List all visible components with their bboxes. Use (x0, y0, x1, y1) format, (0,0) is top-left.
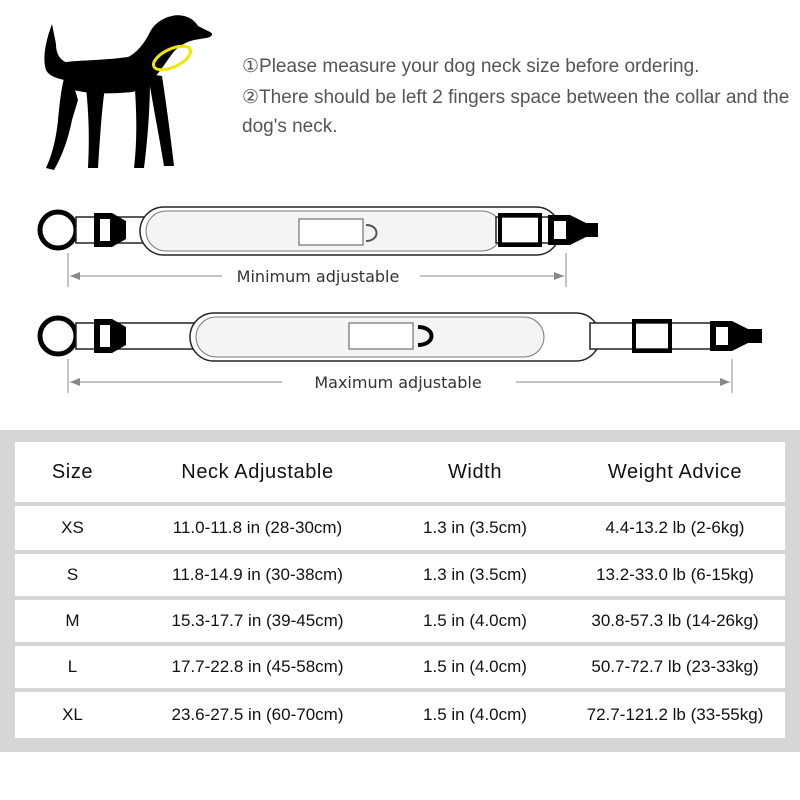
instruction-2: ②There should be left 2 fingers space between the collar and the dog's neck. (242, 87, 790, 137)
minimum-adjustable-label: Minimum adjustable (236, 267, 400, 286)
collar-maximum-illustration (40, 313, 762, 361)
weight-cell: 4.4-13.2 lb (2-6kg) (605, 518, 745, 537)
size-cell: L (67, 657, 78, 676)
minimum-dimension-line (68, 253, 566, 287)
neck-cell: 11.8-14.9 in (30-38cm) (172, 565, 343, 584)
dog-silhouette-icon (22, 10, 222, 175)
width-cell: 1.5 in (4.0cm) (423, 657, 527, 676)
weight-cell: 30.8-57.3 lb (14-26kg) (591, 611, 759, 630)
measurement-instructions (242, 52, 792, 141)
size-table (0, 430, 800, 752)
width-cell: 1.3 in (3.5cm) (423, 565, 527, 584)
neck-cell: 17.7-22.8 in (45-58cm) (171, 657, 344, 676)
neck-cell: 23.6-27.5 in (60-70cm) (171, 705, 344, 724)
instruction-1: ①Please measure your dog neck size before ordering. (242, 56, 700, 77)
table-header-row (15, 442, 785, 502)
neck-cell: 11.0-11.8 in (28-30cm) (172, 518, 343, 537)
table-row (15, 692, 785, 738)
maximum-adjustable-label: Maximum adjustable (314, 373, 482, 392)
table-row (15, 506, 785, 550)
collar-adjustment-diagram (0, 195, 800, 405)
width-cell: 1.5 in (4.0cm) (423, 611, 527, 630)
size-cell: S (66, 565, 79, 584)
table-row (15, 600, 785, 642)
header-width: Width (447, 460, 503, 483)
weight-cell: 13.2-33.0 lb (6-15kg) (596, 565, 754, 584)
width-cell: 1.5 in (4.0cm) (423, 705, 527, 724)
size-cell: XL (62, 705, 83, 724)
weight-cell: 72.7-121.2 lb (33-55kg) (586, 705, 764, 724)
maximum-dimension-line (68, 359, 732, 393)
size-cell: M (65, 611, 80, 630)
header-weight-advice: Weight Advice (607, 460, 743, 483)
collar-minimum-illustration (40, 207, 598, 255)
size-cell: XS (61, 518, 84, 537)
neck-cell: 15.3-17.7 in (39-45cm) (171, 611, 344, 630)
header-size: Size (51, 460, 94, 483)
header-neck-adjustable: Neck Adjustable (181, 460, 334, 483)
weight-cell: 50.7-72.7 lb (23-33kg) (591, 657, 759, 676)
width-cell: 1.3 in (3.5cm) (423, 518, 527, 537)
table-row (15, 646, 785, 688)
table-row (15, 554, 785, 596)
